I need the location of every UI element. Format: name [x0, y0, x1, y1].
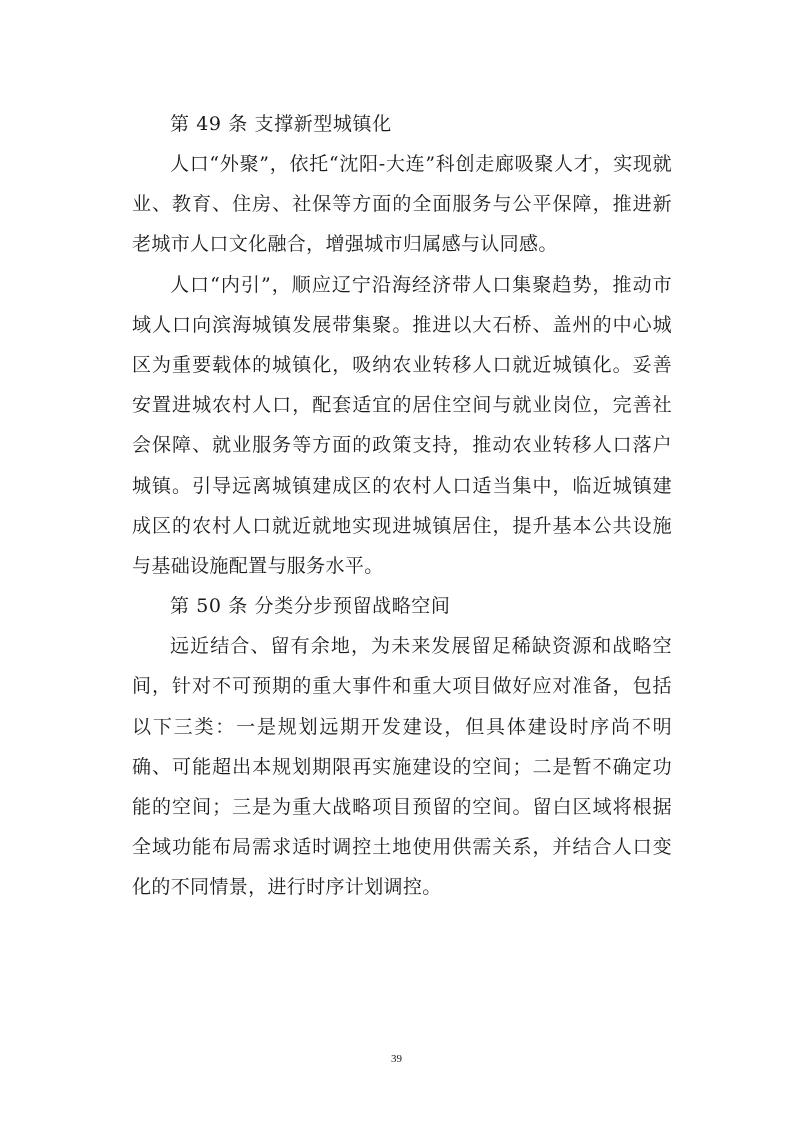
- document-body: [132, 104, 672, 908]
- article-49-heading: 第 49 条 支撑新型城镇化: [170, 113, 392, 135]
- article-50-paragraph-1: 远近结合、留有余地，为未来发展留足稀缺资源和战略空间，针对不可预期的重大事件和重大项目做好应对准备，包括以下三类：一是规划远期开发建设，但具体建设时序尚不明确、可能超出本规划期限再实施建设的空间；二是暂不确定功能的空间；三是为重大战略项目预留的空间。留白区域将根据全域功能布局需求适时调控土地使用供需关系，并结合人口变化的不同情景，进行时序计划调控。: [132, 635, 672, 899]
- article-49-paragraph-1: 人口“外聚”，依托“沈阳-大连”科创走廊吸聚人才，实现就业、教育、住房、社保等方面的全面服务与公平保障，推进新老城市人口文化融合，增强城市归属感与认同感。: [132, 153, 672, 256]
- page-number: 39: [391, 1053, 402, 1065]
- article-49-paragraph-2: 人口“内引”，顺应辽宁沿海经济带人口集聚趋势，推动市域人口向滨海城镇发展带集聚。推进以大石桥、盖州的中心城区为重要载体的城镇化，吸纳农业转移人口就近城镇化。妥善安置进城农村人口，配套适宜的居住空间与就业岗位，完善社会保障、就业服务等方面的政策支持，推动农业转移人口落户城镇。引导远离城镇建成区的农村人口适当集中，临近城镇建成区的农村人口就近就地实现进城镇居住，提升基本公共设施与基础设施配置与服务水平。: [132, 273, 672, 578]
- article-50-heading: 第 50 条 分类分步预留战略空间: [170, 595, 451, 618]
